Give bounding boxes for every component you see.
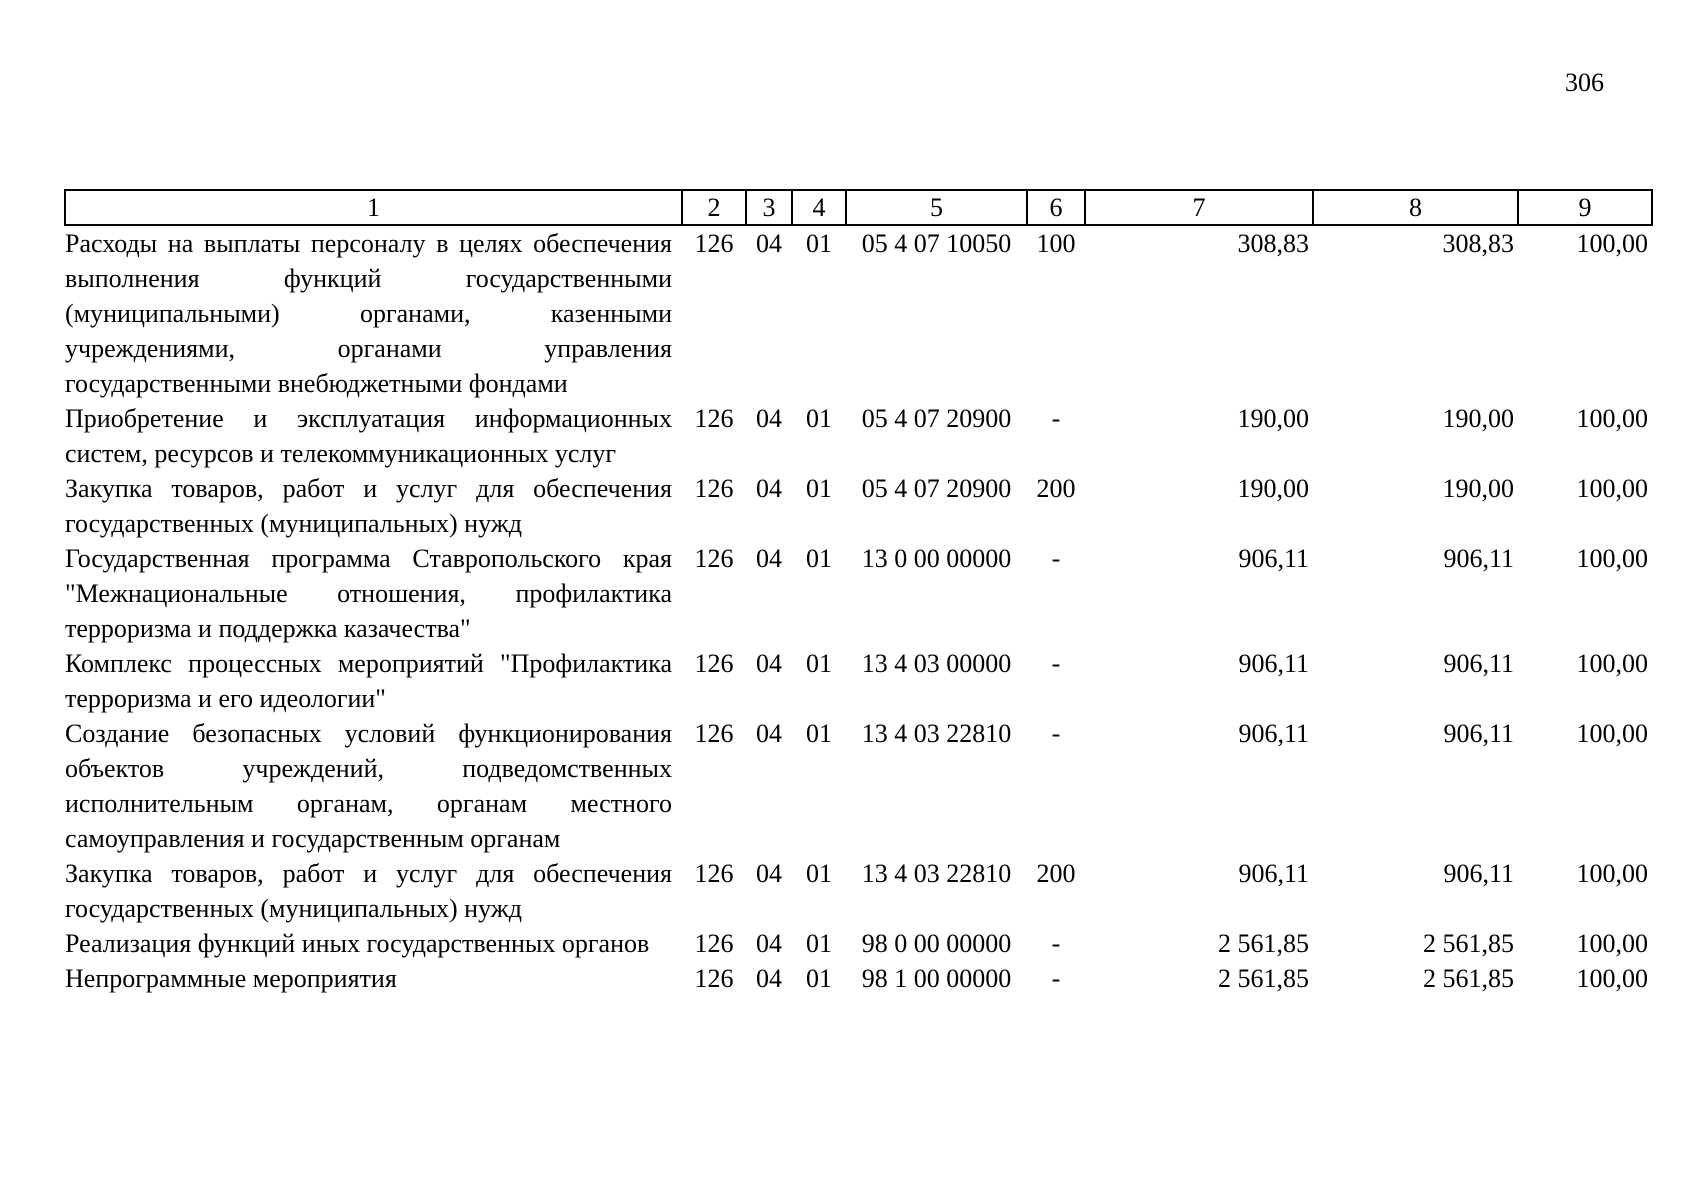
row-planned-amount: 190,00	[1237, 404, 1309, 433]
row-subsection-code: 01	[806, 859, 832, 888]
row-grbs-code: 126	[694, 859, 734, 888]
row-grbs-code: 126	[694, 474, 734, 503]
row-actual-amount: 190,00	[1442, 404, 1514, 433]
row-subsection-code: 01	[806, 649, 832, 678]
header-col-6: 6	[1027, 190, 1085, 225]
row-subsection-code: 01	[806, 474, 832, 503]
row-target-article-code: 98 1 00 00000	[861, 964, 1012, 993]
table-row	[65, 225, 1652, 401]
row-section-code: 04	[756, 649, 782, 678]
row-target-article-code: 05 4 07 20900	[861, 474, 1012, 503]
row-name: Комплекс процессных мероприятий "Профилактика терроризма и его идеологии"	[65, 649, 672, 713]
row-name: Расходы на выплаты персоналу в целях обеспечения выполнения функций государственными (муниципальными) органами, казенными учреждениями, органами управления государственными внебюджетными фондами	[65, 229, 672, 398]
table-row	[65, 401, 1652, 471]
row-section-code: 04	[756, 474, 782, 503]
row-section-code: 04	[756, 229, 782, 258]
row-name: Реализация функций иных государственных органов	[65, 929, 650, 958]
row-expense-type-code: -	[1051, 544, 1061, 573]
row-expense-type-code: 200	[1036, 859, 1076, 888]
row-target-article-code: 98 0 00 00000	[861, 929, 1012, 958]
row-grbs-code: 126	[694, 719, 734, 748]
table-row	[65, 471, 1652, 541]
header-row	[65, 190, 1652, 225]
row-subsection-code: 01	[806, 719, 832, 748]
table-row	[65, 716, 1652, 856]
row-actual-amount: 190,00	[1442, 474, 1514, 503]
row-execution-percent: 100,00	[1576, 544, 1648, 573]
row-section-code: 04	[756, 544, 782, 573]
row-execution-percent: 100,00	[1576, 229, 1648, 258]
row-planned-amount: 906,11	[1238, 719, 1309, 748]
row-expense-type-code: -	[1051, 964, 1061, 993]
row-planned-amount: 308,83	[1237, 229, 1309, 258]
row-actual-amount: 906,11	[1443, 649, 1514, 678]
row-execution-percent: 100,00	[1576, 859, 1648, 888]
row-grbs-code: 126	[694, 929, 734, 958]
row-grbs-code: 126	[694, 404, 734, 433]
row-grbs-code: 126	[694, 229, 734, 258]
header-col-4: 4	[792, 190, 846, 225]
row-planned-amount: 906,11	[1238, 649, 1309, 678]
table-row	[65, 541, 1652, 646]
row-actual-amount: 2 561,85	[1423, 964, 1514, 993]
header-col-2: 2	[682, 190, 746, 225]
row-execution-percent: 100,00	[1576, 649, 1648, 678]
row-actual-amount: 2 561,85	[1423, 929, 1514, 958]
row-expense-type-code: -	[1051, 649, 1061, 678]
table-row	[65, 961, 1652, 996]
table-body	[65, 225, 1652, 996]
header-col-7: 7	[1085, 190, 1313, 225]
row-subsection-code: 01	[806, 964, 832, 993]
row-planned-amount: 190,00	[1237, 474, 1309, 503]
row-target-article-code: 13 4 03 22810	[861, 859, 1012, 888]
row-expense-type-code: 100	[1036, 229, 1076, 258]
row-expense-type-code: 200	[1036, 474, 1076, 503]
row-section-code: 04	[756, 719, 782, 748]
row-section-code: 04	[756, 964, 782, 993]
row-grbs-code: 126	[694, 544, 734, 573]
page-number: 306	[1565, 68, 1604, 97]
row-target-article-code: 05 4 07 20900	[861, 404, 1012, 433]
row-subsection-code: 01	[806, 229, 832, 258]
row-subsection-code: 01	[806, 404, 832, 433]
row-planned-amount: 2 561,85	[1218, 964, 1309, 993]
row-execution-percent: 100,00	[1576, 474, 1648, 503]
row-planned-amount: 906,11	[1238, 544, 1309, 573]
row-execution-percent: 100,00	[1576, 719, 1648, 748]
row-target-article-code: 13 4 03 00000	[861, 649, 1012, 678]
row-expense-type-code: -	[1051, 929, 1061, 958]
row-name: Непрограммные мероприятия	[65, 964, 397, 993]
row-name: Приобретение и эксплуатация информационных систем, ресурсов и телекоммуникационных услуг	[65, 404, 672, 468]
row-subsection-code: 01	[806, 544, 832, 573]
row-name: Закупка товаров, работ и услуг для обеспечения государственных (муниципальных) нужд	[65, 859, 672, 923]
budget-table	[64, 189, 1653, 996]
row-expense-type-code: -	[1051, 404, 1061, 433]
row-target-article-code: 13 0 00 00000	[861, 544, 1012, 573]
row-execution-percent: 100,00	[1576, 929, 1648, 958]
row-target-article-code: 13 4 03 22810	[861, 719, 1012, 748]
header-col-3: 3	[746, 190, 792, 225]
row-planned-amount: 2 561,85	[1218, 929, 1309, 958]
row-grbs-code: 126	[694, 964, 734, 993]
row-execution-percent: 100,00	[1576, 404, 1648, 433]
row-planned-amount: 906,11	[1238, 859, 1309, 888]
table-row	[65, 646, 1652, 716]
row-section-code: 04	[756, 859, 782, 888]
row-section-code: 04	[756, 929, 782, 958]
header-col-8: 8	[1313, 190, 1518, 225]
row-actual-amount: 906,11	[1443, 859, 1514, 888]
row-actual-amount: 906,11	[1443, 544, 1514, 573]
row-section-code: 04	[756, 404, 782, 433]
row-name: Государственная программа Ставропольского края "Межнациональные отношения, профилактика терроризма и поддержка казачества"	[65, 544, 672, 643]
row-expense-type-code: -	[1051, 719, 1061, 748]
row-target-article-code: 05 4 07 10050	[861, 229, 1012, 258]
row-grbs-code: 126	[694, 649, 734, 678]
header-col-1: 1	[65, 190, 682, 225]
row-actual-amount: 308,83	[1442, 229, 1514, 258]
row-subsection-code: 01	[806, 929, 832, 958]
row-execution-percent: 100,00	[1576, 964, 1648, 993]
row-name: Создание безопасных условий функционирования объектов учреждений, подведомственных исполнительным органам, органам местного самоуправления и государственным органам	[65, 719, 672, 853]
header-col-9: 9	[1518, 190, 1652, 225]
row-actual-amount: 906,11	[1443, 719, 1514, 748]
row-name: Закупка товаров, работ и услуг для обеспечения государственных (муниципальных) нужд	[65, 474, 672, 538]
header-col-5: 5	[846, 190, 1027, 225]
table-row	[65, 856, 1652, 926]
table-row	[65, 926, 1652, 961]
